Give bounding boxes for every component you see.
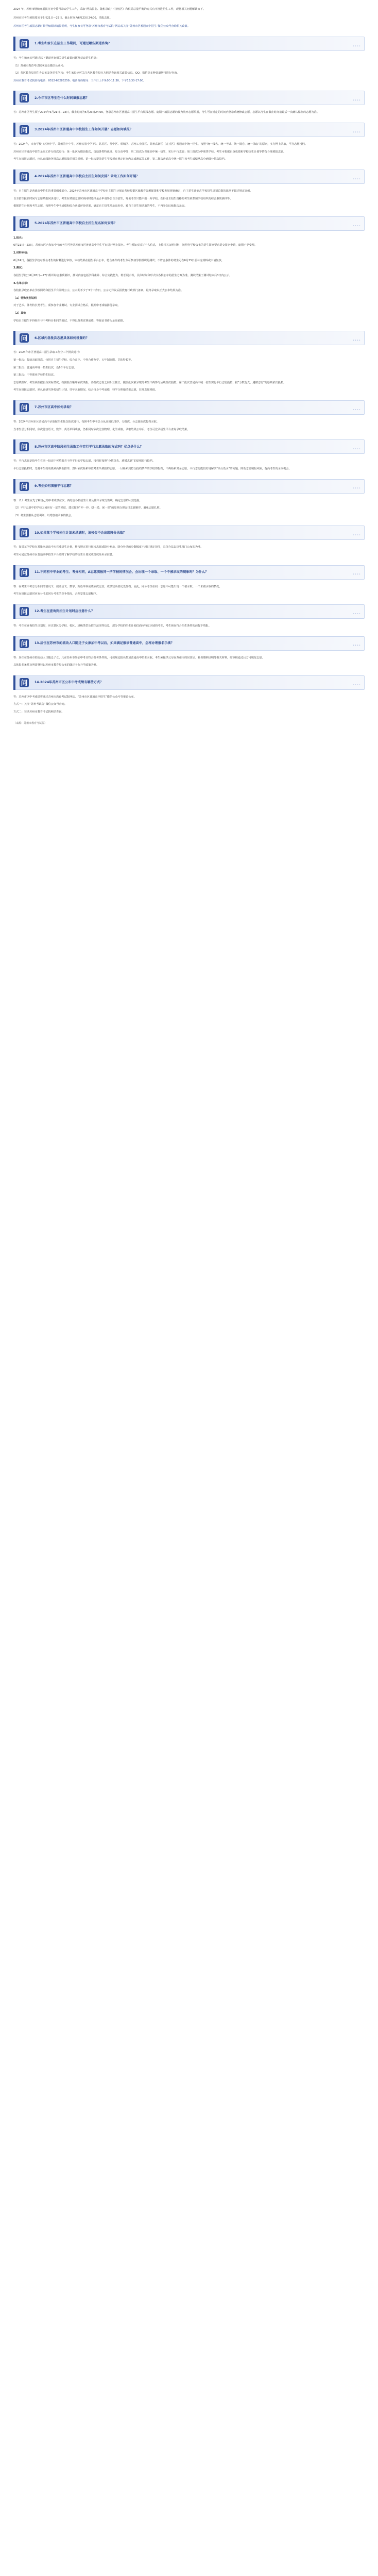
answer-paragraph: 答：2024年，市直学校（苏州中学、苏州第十中学、苏州实验中学等）、姑苏区、吴中区、相城区、苏州工业园区、苏州高新区（虎丘区）普通高中统一招生，按照“统一报名、统一考试、统一阅卷、统一录取”的原则，实行网上录取，平行志愿投档。 <box>13 143 308 146</box>
answer-body <box>13 545 365 557</box>
answer-paragraph: 答：苏州市区中考成绩将通过苏州市教育考试院网站、“苏州市区普通高中招生”微信公众号等渠道公布。 <box>13 695 136 699</box>
svg-text:问: 问 <box>21 127 28 134</box>
qa-list <box>13 37 365 715</box>
decorative-dots-icon: •••• <box>353 573 361 577</box>
answer-paragraph: 6月21日—23日，苏州市区内参加中考的考生可登录苏州市区普通高中招生平台进行网上报名。考生须如实填写个人信息，上传相关证明材料，按照各学校公布的招生简章要求提交报名申请，逾期不予受理。 <box>13 244 257 247</box>
answer-paragraph: 答：自主招生是普通高中招生的重要组成部分。2024年苏州市区普通高中学校自主招生计划由各校根据区域教育资源配置和学校发展规划确定，自主招生计划占学校招生计划总数的比例不超过规定比例。 <box>13 189 253 193</box>
svg-text:问: 问 <box>21 530 28 538</box>
qa-section <box>13 331 365 393</box>
answer-paragraph: 答：2024年市区普通高中招生录取工作分三个批次进行： <box>13 351 82 354</box>
intro-paragraph: 苏州市区考生须按要求于6月21日—23日，截止时间为6月23日24:00，填报志愿。 <box>13 16 112 20</box>
answer-paragraph: 1.报名： <box>13 236 25 240</box>
question-mark-icon <box>17 479 31 494</box>
question-mark-icon <box>17 216 31 231</box>
answer-paragraph: （3）考生要服从志愿调剂，以增加被录取的机会。 <box>13 514 74 517</box>
svg-text:问: 问 <box>21 679 28 687</box>
answer-body <box>13 420 365 432</box>
answer-paragraph: 答：在考生中考总分相同的情况下，按照语文、数学、英语单科成绩依次比较，成绩较高者优先投档。因此，同分考生在同一志愿中可能出现一个被录取、一个未被录取的情况。 <box>13 585 222 588</box>
intro-paragraph: 2024 年，苏州市继续开展民办初中摇号录取学生工作，采取“两次报名、随机录取”（含校区）和供需总量平衡的方式有序推进招生工作，现将相关问题解读如下。 <box>13 8 205 11</box>
answer-body <box>13 189 365 209</box>
answer-paragraph: 平行志愿投档时，先将考生按成绩从高到低排序，然后依次检索每位考生所填报的志愿，一旦检索到符合投档条件的学校即投档，不再检索其余志愿。平行志愿能较好地解决“高分低录”的问题，降低志愿填报风险，提高考生的录取机会。 <box>13 467 291 470</box>
question-title: 1.考生和家长在招生工作期间，可通过哪些渠道咨询？ <box>35 42 111 46</box>
qa-section <box>13 216 365 324</box>
decorative-dots-icon: •••• <box>353 683 361 687</box>
question-mark-icon <box>17 37 31 51</box>
question-header <box>13 565 365 580</box>
answer-paragraph: 各校拟录取名单在学校网站和招生平台同时公示，公示期不少于3个工作日。公示无异议后报教育行政部门备案，最终录取以正式公布结果为准。 <box>13 289 184 293</box>
qa-section <box>13 170 365 209</box>
question-title: 12.考生在查询到招生计划时应注意什么？ <box>35 609 95 614</box>
answer-paragraph: 第一批次：提前录取批次，包括自主招生学校、综合高中、中外合作办学、五年制高职、艺体特长等。 <box>13 358 134 362</box>
question-mark-icon <box>17 565 31 580</box>
svg-text:问: 问 <box>21 444 28 452</box>
svg-text:问: 问 <box>21 40 28 48</box>
document-page <box>0 0 378 735</box>
answer-paragraph: 具体报名条件及所需材料以苏州市教育局公布的随迁子女升学政策为准。 <box>13 664 99 667</box>
question-header <box>13 479 365 494</box>
intro-paragraph: 苏州市区考生填报志愿时须仔细阅读填报说明，考生和家长可登录“苏州市教育考试院”网站或关注“苏州市区普通高中招生”微信公众号查询相关政策。 <box>13 25 190 28</box>
answer-body <box>13 459 365 471</box>
intro-section <box>13 7 365 29</box>
qa-section <box>13 565 365 597</box>
question-mark-icon <box>17 91 31 105</box>
answer-paragraph: （1）特殊类别说明 <box>13 296 37 300</box>
answer-paragraph: 苏州市区普通高中招生录取工作分批次进行：第一批次为提前批次，包括各类特色班、综合高中等；第二批次为普通高中统一招生，实行平行志愿；第三批次为中职类学校。考生可根据自身成绩和学校招生计划等情况合理填报志愿。 <box>13 150 286 154</box>
answer-paragraph: 苏州市教育考试院咨询电话：0512-68285259；电话咨询时间：工作日上午9:00-11:30，下午13:30-17:00。 <box>13 79 146 82</box>
question-header <box>13 439 365 454</box>
question-header <box>13 604 365 619</box>
answer-paragraph: 各招生学校于6月26日—27日组织综合素质测评，测试内容包括学科素养、综合实践能力、特长展示等，具体时间和形式以各校公布的招生方案为准。测试结果于测试结束后3日内公示。 <box>13 274 232 277</box>
qa-section <box>13 636 365 668</box>
answer-body <box>13 142 365 162</box>
svg-text:问: 问 <box>21 608 28 616</box>
question-mark-icon <box>17 526 31 540</box>
question-title: 11.不同初中毕业的考生、考分相同，A志愿填报同一所学校的情况会、会出现一个录取、一个不被录取的现象吗？为什么？ <box>35 570 209 574</box>
question-title: 7.苏州市区高中如何录取？ <box>35 405 73 410</box>
answer-paragraph: （2）其他 <box>13 312 26 315</box>
qa-section <box>13 526 365 557</box>
decorative-dots-icon: •••• <box>353 224 361 228</box>
question-mark-icon <box>17 400 31 415</box>
question-mark-icon <box>17 123 31 137</box>
answer-paragraph: 答：平行志愿是指考生在同一批次中可填报若干所平行的学校志愿，投档时按照“分数优先、遵循志愿”的原则进行投档。 <box>13 460 156 463</box>
question-header <box>13 675 365 690</box>
answer-paragraph: 考生在填报志愿时应充分考虑同分考生的竞争情况，合理安排志愿顺序。 <box>13 592 99 596</box>
answer-paragraph: 自主招生报名时间与志愿填报同步进行，考生在填报志愿时须同时选择是否申请参加自主招生，每名考生只能申报一所学校。获得自主招生资格的考生须参加学校组织的综合素质测评等。 <box>13 197 233 200</box>
answer-paragraph: 第二批次：普通高中统一招生批次，设6个平行志愿。 <box>13 366 77 369</box>
qa-section <box>13 439 365 471</box>
svg-text:问: 问 <box>21 404 28 412</box>
answer-body <box>13 624 365 629</box>
answer-paragraph: （1）苏州市教育考试院网站及微信公众号； <box>13 64 66 67</box>
answer-paragraph: （2）平行志愿中的学校之间应有一定的梯度，建议按照“冲一冲、稳一稳、保一保”的原则合理安排志愿顺序，避免志愿扎堆。 <box>13 506 162 510</box>
qa-section <box>13 37 365 84</box>
question-title: 6.区域内各批次志愿具体如何设置的？ <box>35 336 89 340</box>
answer-paragraph: 答：居住在苏州市的流动人口随迁子女，凡在苏州市参加中考且符合报考条件的，可按规定报名参加普通高中招生录取。考生须提供父母在苏州市的居住证、社保缴纳证明等相关材料，经审核通过后方可填报志愿。 <box>13 656 265 659</box>
answer-paragraph: 答：（1）考生应先了解自己的中考成绩位次，再结合各校招生计划及往年录取分数线，确定志愿的大致范围。 <box>13 499 142 502</box>
svg-text:问: 问 <box>21 335 28 343</box>
question-header <box>13 170 365 184</box>
answer-paragraph: 答：考生和家长可通过以下渠道咨询相关招生政策问题及获取招生信息： <box>13 56 99 60</box>
question-header <box>13 37 365 51</box>
question-header <box>13 636 365 651</box>
answer-paragraph: 2.材料审核： <box>13 251 30 255</box>
question-mark-icon <box>17 331 31 345</box>
answer-paragraph: 志愿填报时，考生须根据自身实际情况，按照批次顺序依次填报，各批次志愿之间相互独立。提前批次被录取的考生不再参与后续批次投档。第二批次普通高中统一招生实行平行志愿投档，按“分数优先、遵循志愿”的原则依次投档。 <box>13 381 286 384</box>
question-title: 4.2024年苏州市区普通高中学校自主招生如何安排？录取工作如何开展？ <box>35 175 140 179</box>
svg-text:问: 问 <box>21 95 28 103</box>
decorative-dots-icon: •••• <box>353 612 361 616</box>
svg-text:问: 问 <box>21 483 28 491</box>
answer-body <box>13 110 365 115</box>
question-title: 13.居住在苏州市的流动人口随迁子女参加中考以后，如果满足报读普通高中，怎样办理报名手续？ <box>35 641 174 645</box>
answer-paragraph: 学校自主招生不得组织与中考科目相同的笔试，不得以各类竞赛成绩、等级证书作为录取依据。 <box>13 319 126 323</box>
answer-paragraph: 4.名单公示： <box>13 281 30 285</box>
answer-paragraph: 答：如果某所学校在某批次录取中未完成招生计划，将按规定进行征求志愿或降分补录，降分补录的分数幅度不超过规定范围，具体办法以招生部门公布的为准。 <box>13 546 203 549</box>
decorative-dots-icon: •••• <box>353 177 361 181</box>
question-title: 9.考生如何填报平行志愿？ <box>35 484 73 488</box>
answer-paragraph: 答：2024年苏州市区普通高中录取按招生批次依次进行，按照考生中考总分从高到低排序，分批次、分志愿依次投档录取。 <box>13 420 159 423</box>
question-mark-icon <box>17 636 31 651</box>
source-footer: （来源：苏州市教育考试院） <box>13 721 47 725</box>
qa-section <box>13 400 365 432</box>
answer-body <box>13 236 365 324</box>
answer-body <box>13 499 365 519</box>
answer-paragraph: 3.测试： <box>13 266 25 270</box>
question-title: 8.苏州市区高中阶段招生录取工作实行平行志愿录取的方式吗？优点是什么？ <box>35 445 143 449</box>
question-mark-icon <box>17 604 31 619</box>
answer-body <box>13 585 365 597</box>
svg-text:问: 问 <box>21 640 28 648</box>
svg-text:问: 问 <box>21 220 28 228</box>
question-title: 5.2024年苏州市区普通高中学校自主招生报名如何安排？ <box>35 222 117 226</box>
answer-body <box>13 350 365 393</box>
decorative-dots-icon: •••• <box>353 339 361 342</box>
answer-paragraph: 对于艺术、体育特长类考生，须参加专业测试，专业测试合格后，根据中考成绩择优录取。 <box>13 304 121 308</box>
question-header <box>13 331 365 345</box>
decorative-dots-icon: •••• <box>353 408 361 412</box>
qa-section <box>13 675 365 715</box>
qa-section <box>13 604 365 629</box>
decorative-dots-icon: •••• <box>353 487 361 490</box>
answer-paragraph: 第三批次：中等职业学校招生批次。 <box>13 374 57 377</box>
answer-paragraph: 答：考生在查询招生计划时，应注意区分学校、校区、班级类型及招生范围等信息，部分学校的招生计划仅面向特定区域的考生，考生须在符合招生条件的前提下填报。 <box>13 624 211 628</box>
answer-paragraph: 考生在填报志愿时，应认真阅读各批次志愿填报的相关说明。第一批次提前招生学校须在规定时间内完成测试等工作，第二批次普通高中统一招生按考生成绩从高分到低分依次投档。 <box>13 158 228 161</box>
answer-paragraph: 答：苏州市区考生须于2024年6月21日—23日，截止时间为6月23日24:00，登录苏州市区普通高中招生平台填报志愿。逾期不填报志愿的视为放弃志愿填报，考生可在规定的时间内登录系统修改志愿，志愿以考生在截止时间前最后一次确认保存的志愿为准。 <box>13 111 320 114</box>
answer-paragraph: 当考生总分相同时，依次比较语文、数学、英语单科成绩，仍相同时依次比较物理、化学成绩。录取结果公布后，考生可登录招生平台查询录取结果。 <box>13 428 190 431</box>
answer-paragraph: 方式二：登录苏州市教育考试院网站查询。 <box>13 710 64 714</box>
answer-body <box>13 695 365 715</box>
question-header <box>13 91 365 105</box>
qa-section <box>13 91 365 115</box>
answer-paragraph: 考生可通过苏州市区普通高中招生平台及时了解学校的招生计划完成情况及补录信息。 <box>13 553 115 556</box>
svg-text:问: 问 <box>21 173 28 181</box>
question-header <box>13 216 365 231</box>
decorative-dots-icon: •••• <box>353 644 361 648</box>
question-header <box>13 526 365 540</box>
question-mark-icon <box>17 439 31 454</box>
question-title: 3.2024年苏州市区普通高中学校招生工作如何开展？志愿如何填报？ <box>35 128 133 132</box>
svg-text:问: 问 <box>21 569 28 577</box>
answer-paragraph: 根据招生计划和考生志愿，按照考生中考成绩和综合素质评价结果，确定自主招生预录取名单。被自主招生预录取的考生，不再参加后续批次录取。 <box>13 205 187 208</box>
decorative-dots-icon: •••• <box>353 44 361 48</box>
question-mark-icon <box>17 675 31 690</box>
answer-paragraph: 6月24日，各招生学校对报名考生的材料进行审核，审核结果在招生平台公布。符合条件的考生方可参加学校组织的测试；不符合条件的考生可在6月25日前补充材料或申请复核。 <box>13 259 224 262</box>
decorative-dots-icon: •••• <box>353 99 361 103</box>
question-header <box>13 123 365 137</box>
answer-paragraph: （2）各区教育局招生办公室及各招生学校；考生家长也可关注各区教育局官方网站查询相关政策信息。QQ、微信等多种渠道均可进行咨询。 <box>13 72 180 75</box>
decorative-dots-icon: •••• <box>353 534 361 537</box>
answer-paragraph: 方式一：关注“苏州考试院”微信公众号查询。 <box>13 703 67 706</box>
decorative-dots-icon: •••• <box>353 448 361 451</box>
qa-section <box>13 479 365 519</box>
qa-section <box>13 123 365 162</box>
question-title: 14.2024年苏州市区公布中考成绩有哪些方式？ <box>35 681 104 685</box>
question-mark-icon <box>17 170 31 184</box>
answer-body <box>13 656 365 668</box>
question-title: 10.如果某个学校招生计划未录满时，该校会不会出现降分录取？ <box>35 531 127 535</box>
question-title: 2.今年市区考生在什么时间填报志愿？ <box>35 96 89 100</box>
question-header <box>13 400 365 415</box>
answer-paragraph: 考生在填报志愿时，须认真研究各校招生计划、往年录取情况，结合自身中考成绩，科学合理地填报志愿，拉开志愿梯度。 <box>13 388 158 392</box>
answer-body <box>13 56 365 84</box>
decorative-dots-icon: •••• <box>353 130 361 134</box>
